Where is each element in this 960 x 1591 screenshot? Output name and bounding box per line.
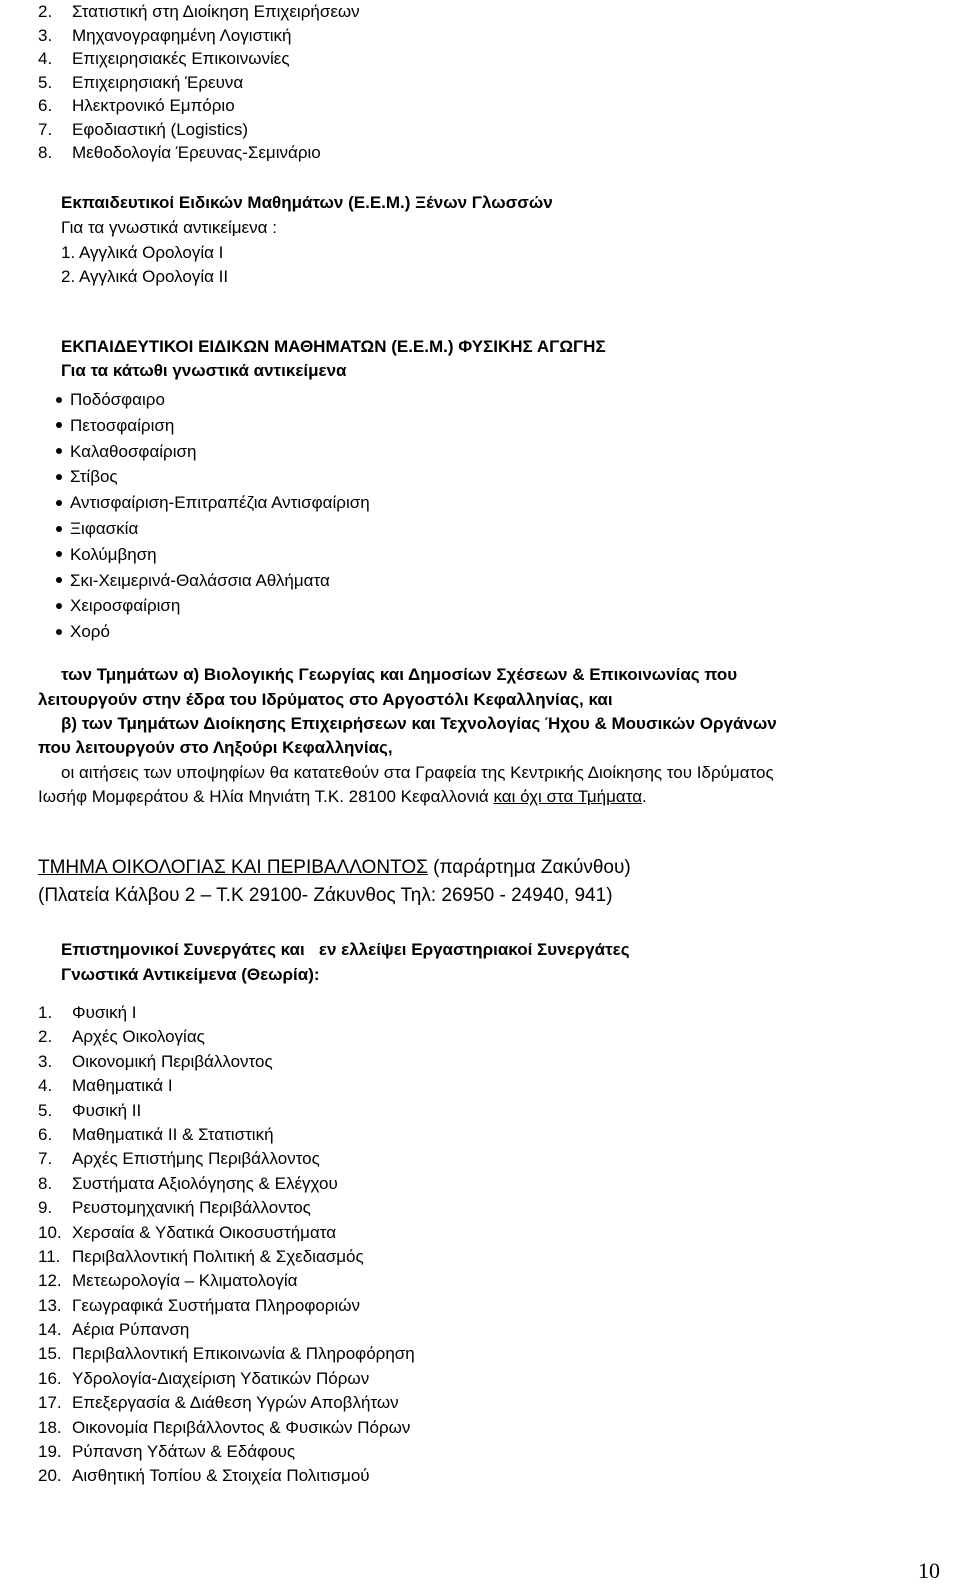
bullet-icon [56,397,62,403]
list-item [38,1245,415,1269]
item-text: Χερσαία & Υδατικά Οικοσυστήματα [72,1222,337,1242]
item-number: 13. [38,1295,62,1315]
item-number: 5. [38,1100,53,1120]
item-text: Γεωγραφικά Συστήματα Πληροφοριών [72,1295,361,1315]
item-text: Αρχές Οικολογίας [72,1027,205,1047]
languages-heading: Εκπαιδευτικοί Ειδικών Μαθημάτων (Ε.Ε.Μ.) Ξένων Γλωσσών [61,193,553,212]
item-text: Επιχειρησιακές Επικοινωνίες [72,49,290,68]
list-item [38,1172,415,1196]
item-text: Ρύπανση Υδάτων & Εδάφους [72,1442,296,1462]
item-text: Ποδόσφαιρο [70,390,165,409]
item-text: Σκι-Χειμερινά-Θαλάσσια Αθλήματα [70,570,330,590]
item-number: 4. [38,1076,53,1096]
list-item [38,94,360,118]
notice-emphasis: και όχι στα Τμήματα [493,787,643,806]
notice-line [38,787,647,807]
list-item [38,1391,415,1415]
bullet-icon [56,448,62,454]
list-item [38,1147,415,1171]
item-number: 19. [38,1442,62,1462]
item-text: Επεξεργασία & Διάθεση Υγρών Αποβλήτων [72,1393,399,1413]
item-number: 2. [38,1027,53,1047]
positions-heading: Επιστημονικοί Συνεργάτες και εν ελλείψει Εργαστηριακοί Συνεργάτες [61,940,630,959]
bullet-icon [56,500,62,506]
list-item [56,439,370,465]
languages-item: 2. Αγγλικά Ορολογία ΙΙ [61,267,229,286]
physical-intro: Για τα κάτωθι γνωστικά αντικείμενα [61,361,347,380]
notice-line: β) των Τμημάτων Διοίκησης Επιχειρήσεων και Τεχνολογίας Ήχου & Μουσικών Οργάνων [61,714,777,733]
item-text: Πετοσφαίριση [70,415,175,435]
item-text: Φυσική Ι [72,1003,137,1022]
item-text: Υδρολογία-Διαχείριση Υδατικών Πόρων [72,1368,370,1388]
top-subjects-list [38,0,360,165]
item-number: 5. [38,72,53,92]
list-item [38,1050,415,1074]
bullet-icon [56,629,62,635]
item-text: Ηλεκτρονικό Εμπόριο [72,96,235,115]
item-text: Ξιφασκία [70,518,139,538]
item-text: Μετεωρολογία – Κλιματολογία [72,1271,298,1291]
languages-item: 1. Αγγλικά Ορολογία Ι [61,243,224,262]
theory-subjects-list [38,1001,415,1489]
notice-line: οι αιτήσεις των υποψηφίων θα κατατεθούν στα Γραφεία της Κεντρικής Διοίκησης του Ιδρύματος [61,763,774,782]
bullet-icon [56,577,62,583]
item-text: Συστήματα Αξιολόγησης & Ελέγχου [72,1173,338,1193]
item-number: 3. [38,25,53,45]
item-text: Αντισφαίριση-Επιτραπέζια Αντισφαίριση [70,493,370,513]
bullet-icon [56,603,62,609]
list-item [38,1123,415,1147]
item-text: Επιχειρησιακή Έρευνα [72,72,244,92]
list-item [38,141,360,165]
list-item [38,1342,415,1366]
item-text: Καλαθοσφαίριση [70,441,197,461]
list-item [38,1099,415,1123]
item-number: 4. [38,49,53,68]
list-item [38,1440,415,1464]
item-number: 16. [38,1368,62,1388]
item-text: Μεθοδολογία Έρευνας-Σεμινάριο [72,143,321,162]
list-item [38,0,360,24]
bullet-icon [56,526,62,532]
list-item [38,1025,415,1049]
bullet-icon [56,474,62,480]
physical-heading: ΕΚΠΑΙΔΕΥΤΙΚΟΙ ΕΙΔΙΚΩΝ ΜΑΘΗΜΑΤΩΝ (Ε.Ε.Μ.) ΦΥΣΙΚΗΣ ΑΓΩΓΗΣ [61,337,606,356]
item-number: 17. [38,1393,62,1413]
item-text: Φυσική ΙΙ [72,1100,142,1120]
item-number: 15. [38,1344,62,1364]
item-text: Ρευστομηχανική Περιβάλλοντος [72,1198,311,1218]
item-number: 20. [38,1466,62,1486]
item-number: 6. [38,96,53,115]
bullet-icon [56,551,62,557]
list-item [56,619,370,645]
item-text: Μαθηματικά Ι [72,1076,173,1096]
item-text: Αισθητική Τοπίου & Στοιχεία Πολιτισμού [72,1466,370,1486]
list-item [56,542,370,568]
notice-line: των Τμημάτων α) Βιολογικής Γεωργίας και Δημοσίων Σχέσεων & Επικοινωνίας που [61,665,738,684]
notice-address: Ιωσήφ Μομφεράτου & Ηλία Μηνιάτη Τ.Κ. 28100 Κεφαλλονιά [38,787,494,806]
item-text: Οικονομία Περιβάλλοντος & Φυσικών Πόρων [72,1417,411,1437]
list-item [56,568,370,594]
bullet-icon [56,422,62,428]
list-item [38,47,360,71]
item-number: 9. [38,1198,53,1218]
item-number: 6. [38,1124,53,1144]
list-item [38,1074,415,1098]
department-name: ΤΜΗΜΑ ΟΙΚΟΛΟΓΙΑΣ ΚΑΙ ΠΕΡΙΒΑΛΛΟΝΤΟΣ [38,857,428,878]
list-item [38,1416,415,1440]
theory-heading: Γνωστικά Αντικείμενα (Θεωρία): [61,965,320,984]
list-item [38,1464,415,1488]
list-item [38,1367,415,1391]
item-text: Αρχές Επιστήμης Περιβάλλοντος [72,1149,320,1169]
item-text: Αέρια Ρύπανση [72,1320,190,1340]
item-text: Μαθηματικά ΙΙ & Στατιστική [72,1124,274,1144]
item-number: 12. [38,1271,62,1291]
item-text: Περιβαλλοντική Πολιτική & Σχεδιασμός [72,1246,364,1266]
department-address: (Πλατεία Κάλβου 2 – Τ.Κ 29100- Ζάκυνθος Τηλ: 26950 - 24940, 941) [38,885,613,906]
list-item [56,593,370,619]
item-text: Στατιστική στη Διοίκηση Επιχειρήσεων [72,2,360,21]
list-item [38,71,360,95]
notice-line: λειτουργούν στην έδρα του Ιδρύματος στο Αργοστόλι Κεφαλληνίας, και [38,690,613,709]
list-item [38,1196,415,1220]
item-text: Μηχανογραφημένη Λογιστική [72,25,292,45]
item-text: Εφοδιαστική (Logistics) [72,119,249,139]
list-item [56,413,370,439]
list-item [38,1001,415,1025]
item-number: 11. [38,1246,61,1266]
list-item [38,1269,415,1293]
list-item [38,1294,415,1318]
item-number: 7. [38,119,53,139]
item-text: Χειροσφαίριση [70,596,181,616]
department-title [38,857,631,879]
languages-intro: Για τα γνωστικά αντικείμενα : [61,218,277,237]
list-item [56,490,370,516]
item-number: 14. [38,1320,62,1340]
list-item [56,387,370,413]
item-number: 2. [38,2,53,21]
item-number: 3. [38,1051,53,1071]
notice-period: . [642,787,647,806]
page-number: 10 [918,1558,940,1583]
item-text: Στίβος [70,467,118,487]
item-number: 8. [38,1173,53,1193]
item-number: 18. [38,1417,62,1437]
list-item [38,118,360,142]
department-branch: (παράρτημα Ζακύνθου) [427,857,631,878]
item-number: 10. [38,1222,62,1242]
item-text: Οικονομική Περιβάλλοντος [72,1051,273,1071]
item-text: Περιβαλλοντική Επικοινωνία & Πληροφόρηση [72,1344,415,1364]
physical-subjects-list [56,387,370,645]
item-number: 7. [38,1149,53,1169]
item-number: 1. [38,1003,53,1022]
item-text: Κολύμβηση [70,544,157,564]
list-item [38,1221,415,1245]
notice-line: που λειτουργούν στο Ληξούρι Κεφαλληνίας, [38,738,393,757]
item-text: Χορό [70,622,110,642]
list-item [56,516,370,542]
item-number: 8. [38,143,53,162]
list-item [38,24,360,48]
list-item [38,1318,415,1342]
list-item [56,464,370,490]
